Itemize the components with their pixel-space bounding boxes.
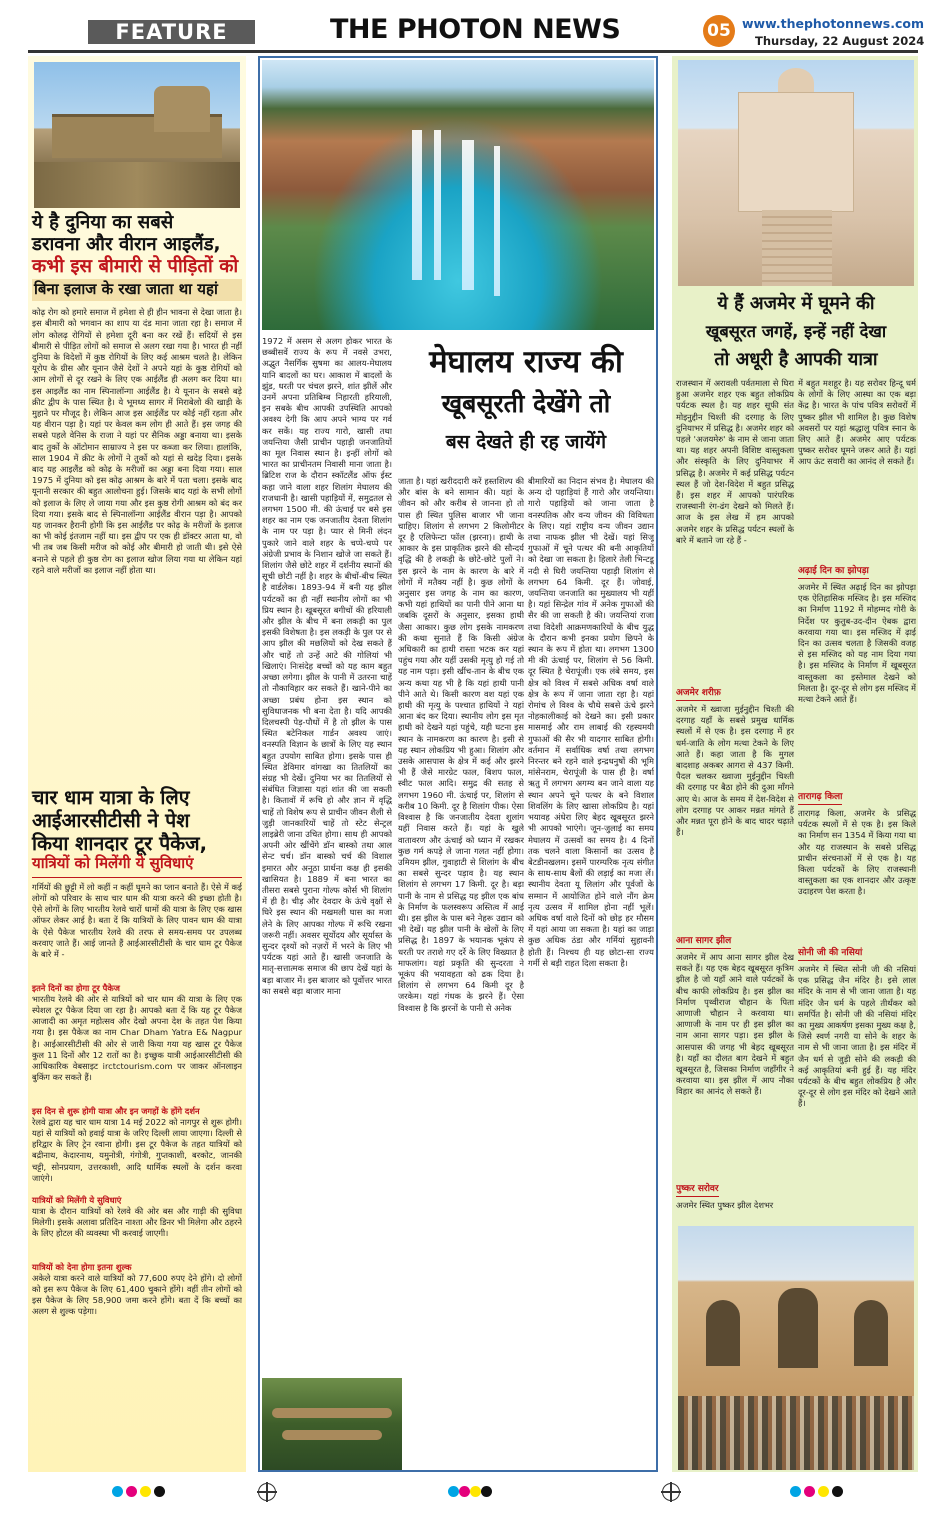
chardham-para-3: रेलवे द्वारा यह चार धाम यात्रा 14 मई 2022 को नागपुर से शुरू होगी। यहां से यात्रियों को हवाई यात्रा के जरिए दिल्ली लाया जाएगा। दिल्ली से हरिद्वार के लिए ट्रेन रवाना होगी। इस टूर पैकेज के तहत यात्रियों को बद्रीनाथ, केदारनाथ, यमुनोत्री, गंगोत्री, गुप्तकाशी, बरकोट, जानकी चट्टी, सोनप्रयाग, उत्तरकाशी, आदि धार्मिक स्थलों के दर्शन करवा जाएंगे। xyxy=(32,1116,242,1183)
masthead: THE PHOTON NEWS xyxy=(330,14,621,45)
leper-headline-3: कभी इस बीमारी से पीड़ितों को xyxy=(32,255,239,277)
registration-mark-icon xyxy=(662,1483,680,1501)
meghalaya-headline-2: खूबसूरती देखेंगे तो xyxy=(441,389,611,418)
meghalaya-col-1: 1972 में असम से अलग होकर भारत के छब्बीसवें राज्य के रूप में नवसे उभरा, अद्भुत नैसर्गिक सुषमा का आलय-मेघालय यानि बादलों का घर। आकाश में बादलों के झुंड, धरती पर चंचल झरने, शांत झीलें और उनमें अपना प्रतिबिम्ब निहारती हरियाली, इन सबके बीच आपकी उपस्थिति आपको अवश्य देगी कि आप अपने भाग्य पर गर्व कर सकें। यह राज्य गारो, खासी तथा जयन्तिया जैसी प्राचीन पहाड़ी जनजातियों का मूल निवास स्थान है। इन्हीं लोगों को भारत का प्राचीनतम निवासी माना जाता है। ब्रिटिश राज के दौरान स्कॉटलैंड ऑफ ईस्ट कहा जाने वाला शहर शिलांग मेघालय की राजधानी है। खासी पहाड़ियों में, समुद्रतल से लगभग 1500 मी. की ऊंचाई पर बसे इस शहर का नाम एक जनजातीय देवता शिलांग के नाम पर पड़ा है। प्यार से मिनी लंदन पुकारे जाने वाले शहर के चप्पे-चप्पे पर अंग्रेजी प्रभाव के निशान खोजे जा सकते हैं। शिलांग जैसे छोटे शहर में दर्शनीय स्थानों की सूची छोटी नहीं है। शहर के बीचों-बीच स्थित है वार्डलेक। 1893-94 में बनी यह झील पर्यटकों का ही नहीं स्थानीय लोगों का भी प्रिय स्थान है। खूबसूरत बगीचों की हरियाली और झील के बीच में बना लकड़ी का पुल इसकी विशेषता है। इस लकड़ी के पुल पर से आप झील की मछलियों को देख सकते हैं और चाहें तो उन्हें आटे की गोलियां भी खिलाएं। निःसंदेह बच्चों को यह काम बहुत अच्छा लगेगा। झील के पानी में उतरना चाहें तो नौकाविहार कर सकते हैं। खाने-पीने का अच्छा प्रबंध होना इस स्थान को सुविधाजनक भी बना देता है। यदि आपकी दिलचस्पी पेड़-पौधों में है तो झील के पास स्थित बटेनिकल गार्डन अवश्य जाएं। वनस्पति विज्ञान के छात्रों के लिए यह स्थान बहुत उपयोग साबित होगा। इसके पास ही स्थित डेविमार वांगखा का तितलियों का संग्रह भी देखें। दुनिया भर का तितलियों से संबंधित जिज्ञासा यहां शांत की जा सकती है। कितावों में रूचि हो और ज्ञान में वृद्धि चाहें तो विशेष रूप से प्राचीन जीवन शैली से जुड़ी जानकारियों चाहें तो स्टेट सेन्ट्रल लाइब्रेरी जाना उचित होगा। साथ ही आपको अपनी ओर खींचेंगे डॉन बास्को तथा आल सेन्ट चर्च। डॉन बास्को चर्च की विशाल इमारत और अनूठा प्रार्थना कक्ष ही इसकी खासियत है। 1889 में बना भारत का तीसरा सबसे पुराना गोल्फ कोर्स भी शिलांग में ही है। चीड़ और देवदार के ऊंचे वृक्षों से घिरे इस स्थान की मखमली घास का मजा लेने के लिए आपका गोल्फ में रूचि रखना जरूरी नहीं। अवसर सूर्योदय और सूर्यास्त के सुन्दर दृश्यों को नज़रों में भरने के लिए भी पर्यटक यहां आते हैं। खासी जनजाति के मातृ-सत्तात्मक समाज की छाप देखें यहां के बड़ा बाजार में। इस बाजार को पूर्वोत्तर भारत का सबसे बड़ा बाजार माना xyxy=(262,336,392,996)
leper-headline-4: बिना इलाज के रखा जाता था यहां xyxy=(32,279,242,301)
cmyk-dot-icon xyxy=(126,1486,137,1497)
chardham-para-1: गर्मियों की छुट्टी में लो कहीं न कहीं घूमने का प्लान बनाते हैं। ऐसे में कई लोगों को परिवार के साथ चार धाम की यात्रा करने की इच्छा होती है। ऐसे लोगों के लिए भारतीय रेलवे चारों धामों की यात्रा के लिए एक खास ऑफर लेकर आई है। बता दें कि यात्रियों के लिए पावन धाम की यात्रा के ऐसे पैकेज भारतीय रेलवे की तरफ से समय-समय पर उपलब्ध करवाए जाते हैं। आई जानते हैं आईआरसीटीसी के चार धाम टूर पैकेज के बारे में - xyxy=(32,881,242,959)
registration-mark-icon xyxy=(258,1483,276,1501)
chardham-headline-1: चार धाम यात्रा के लिए xyxy=(32,786,190,809)
leper-body: कोढ़ रोग को हमारे समाज में हमेशा से ही हीन भावना से देखा जाता है। इस बीमारी को भगवान का शाप या दंड माना जाता रहा है। समाज में लोग कोलढ़ रोगियों से हमेशा दूरी बना कर रखें हैं। सदियों से इस बीमारी से पीड़ित लोगों को समाज से अलग रखा गया है। भारत ही नहीं दुनिया के विदेशों में कुष्ठ रोगियों के लिए कई आश्रम चलते है। लेकिन यूरोप के ग्रीस और यूनान जैसे देशों ने अपने यहां के कुष्ठ रोगियों को आम लोगों से दूर रखने के लिए एक आईलैंड ही अलग कर दिया था। इस आइलैंड का नाम स्पिनालॉन्गा आईलैंड है। ये यूनान के सबसे बड़े क्रीट द्वीप के पास स्थित है। ये भूमध्य सागर में मिराबेलो की खाड़ी के मुहाने पर मौजूद है। लेकिन आज इस आईलैंड पर कोई नहीं रहता और यह वीरान पड़ा है। यहां पर केवल कम लोग ही आते हैं। इस जगह की सबसे पहले वेनिस के राजा ने यहां पर सैनिक अड्डा बनाया था। इसके बाद तुर्को के ऑटोमान साम्राज्य ने इस पर कब्जा कर लिया। हालांकि, साल 1904 में क्रीट के लोगों ने तुर्को को यहां से खदेड़ दिया। इसके बाद यह आइलैंड को कोढ़ के मरीजों का अड्डा बना दिया गया। साल 1975 में दुनिया को इस कोढ़ आश्रम के बारे में पता चला। इसके बाद यूनानी सरकार की बहुत आलोचना हुई। जिसके बाद यहां के सभी लोगों को इलाज के लिए ले जाया गया और इस कुष्ठ रोगी आश्रम को बंद कर दिया गया। इसके बाद से स्पिनालॉन्गा आईलैंड वीरान पड़ा है। आपको यह जानकर हैरानी होगी कि इस आईलैंड पर कोढ़ के मरीजों के इलाज का भी कोई इंतजाम नहीं था। इस द्वीप पर एक ही डॉक्टर आता था, वो भी तब जब किसी मरीज को कोई और बीमारी हो जाती थी। इसे ऐसे बनाने से पहले ही कुष्ठ रोग का इलाज खोज लिया गया था लेकिन यहां रहने वाले मरीजों का इलाज नहीं होता था। xyxy=(32,307,242,575)
section-tag: FEATURE xyxy=(88,20,255,44)
ajmer-intro: राजस्थान में अरावली पर्वतमाला से घिरा हुआ अजमेर शहर एक बहुत लोकप्रिय पर्यटक स्थल है। यह शहर सूफी संत मोइनुद्दीन चिश्ती की दरगाह के लिए दुनियाभर में प्रसिद्ध है। अजमेर शहर को पहले 'अजयमेरु' के नाम से जाना जाता था। यह शहर अपनी विशिष्ट वास्तुकला और संस्कृति के लिए दुनियाभर में प्रसिद्ध है। अजमेर में कई प्रसिद्ध पर्यटन स्थल हैं जो देश-विदेश में बहुत प्रसिद्ध हैं। इस शहर में आपको पारंपरिक राजस्थानी रंग-ढंग देखने को मिलते हैं। आज के इस लेख में हम आपको अजमेर शहर के प्रसिद्ध पर्यटन स्थलों के बारे में बताने जा रहे हैं - xyxy=(676,378,794,545)
cmyk-dot-icon xyxy=(154,1486,165,1497)
cmyk-dot-icon xyxy=(832,1486,843,1497)
cmyk-dot-icon xyxy=(790,1486,801,1497)
chardham-sub-4: यात्रियों को देना होगा इतना शुल्क xyxy=(32,1261,132,1272)
header-rule xyxy=(28,50,918,53)
chardham-headline-3: किया शानदार टूर पैकेज, xyxy=(32,832,207,855)
ajmer-col-1 xyxy=(676,378,794,1228)
fort-photo xyxy=(34,62,240,208)
chardham-sub-2: इस दिन से शुरू होगी यात्रा और इन जगहों के होंगे दर्शन xyxy=(32,1105,200,1116)
chardham-para-5: अकेले यात्रा करने वाले यात्रियों को 77,600 रुपए देने होंगे। दो लोगों को इस रूप पैकेज के लिए 61,400 चुकाने होंगे। वहीं तीन लोगों को इस पैकेज के लिए 58,900 जमा करने होंगे। बता दें कि बच्चों का अलग से शुल्क पड़ेगा। xyxy=(32,1272,242,1317)
living-root-bridge-photo xyxy=(262,1378,402,1470)
ajmer-headline-3: तो अधूरी है आपकी यात्रा xyxy=(714,349,878,370)
cmyk-dot-icon xyxy=(112,1486,123,1497)
ajmer-headline xyxy=(676,290,916,374)
meghalaya-col-2: जाता है। यहां खरीददारी करें हस्तशिल्प की और बांस के बने सामान की। यहां के जीवन को और करीब से जानना हो तो पास ही स्थित पुलिस बाजार भी जाना चाहिए। शिलांग से लगभग 2 किलोमीटर दूर है एलिफेन्टा फॉल (झरना)। हाथी के आकार के इस प्राकृतिक झरने की सौन्दर्य वृद्धि की है लकड़ी के छोटे-छोटे पुलों ने। इस झरने के नाम के कारण के बारे में लोगों में मतैक्य नहीं है। कुछ लोगों के अनुसार इस जगह के नाम का कारण, कभी यहां हाथियों का पानी पीने आना था जबकि दूसरों के अनुसार, इसका हाथी जैसा आकार। कुछ लोग इसके नामकरण की कथा सुनाते हैं कि किसी अंग्रेज अधिकारी का हाथी रास्ता भटक कर यहां पहुंच गया और यहीं उसकी मृत्यु हो गई तो यह नाम पड़ा। इसी खींच-तान के बीच एक अन्य कथा यह भी है कि यहां हाथी पानी पीने आते थे। किसी कारण वश यहां एक हाथी की मृत्यु के पश्चात हाथियों ने यहां आना बंद कर दिया। स्थानीय लोग इस मृत हाथी को देखने यहां पहुंचे, यही घटना इस स्थान के नामकरण का कारण है। इसी से यह स्थान लोकप्रिय भी हुआ। शिलांग और उसके आसपास के क्षेत्र में कई और झरने भी हैं जैसे मारग्रेट फाल, बिशप फाल, स्वीट फाल आदि। समुद्र की सतह से लगभग 1960 मी. ऊंचाई पर, शिलांग से करीब 10 किमी. दूर है शिलांग पीक। ऐसा विश्वास है कि जनजातीय देवता शुलांग यहीं निवास करते हैं। यहां के खुले वातावरण और ऊंचाई को ध्यान में रखकर कुछ गर्म कपड़े ले जाना गलत नहीं होगा। उमियम झील, गुवाहाटी से शिलांग के बीच का सबसे सुन्दर पड़ाव है। यह स्थान शिलांग से लगभग 17 किमी. दूर है। बड़ा पानी के नाम से प्रसिद्ध यह झील एक बांध के निर्माण के फलस्वरूप अस्तित्व में आई थी। इस झील के पास बने नेहरू उद्यान को भी देखें। यह झील पानी के खेलों के लिए प्रसिद्ध है। 1897 के भयानक भूकंप से धरती पर तराशे गए दर्रे के लिए विख्यात है माफलांग। यहां प्रकृति की सुन्दरता ने भूकंप की भयावहता को ढक दिया है। शिलांग से लगभग 64 किमी दूर है जरकेम। यहां गंधक के झरने हैं। ऐसा विश्वास है कि झरनों के पानी से अनेक xyxy=(398,476,524,1013)
chardham-headline-4: यात्रियों को मिलेंगी ये सुविधाएं xyxy=(32,854,194,872)
issue-date: Thursday, 22 August 2024 xyxy=(755,34,925,48)
meghalaya-headline xyxy=(398,340,654,460)
cmyk-dot-icon xyxy=(818,1486,829,1497)
ajmer-headline-2: खूबसूरत जगहें, इन्हें नहीं देखा xyxy=(705,322,887,341)
website: www.thephotonnews.com xyxy=(742,16,924,31)
meghalaya-headline-1: मेघालय राज्य की xyxy=(429,344,623,380)
page-number: 05 xyxy=(703,15,735,47)
chardham-para-4: यात्रा के दौरान यात्रियों को रेलवे की ओर बस और गाड़ी की सुविधा मिलेगी। इसके अलावा प्रतिदिन नाश्ता और डिनर भी मिलेगा और ठहरने के लिए होटल की व्यवस्था भी करवाई जाएगी। xyxy=(32,1205,242,1239)
pushkar-text-cont: में बहुत मशहूर है। यह सरोवर हिन्दू धर्म के लोगों के लिए आस्था का एक बड़ा केंद्र है। भारत के पांच पवित्र सरोवरों में पुष्कर झील भी शामिल है। कुछ विशेष अवसरों पर यहां श्रद्धालु पवित्र स्नान के लिए आते हैं। अजमेर आए पर्यटक पुष्कर सरोवर घूमने जरूर आते हैं। यहां आप ऊंट सवारी का आनंद ले सकते हैं। xyxy=(798,378,916,467)
cmyk-dot-icon xyxy=(140,1486,151,1497)
pushkar-text-start: अजमेर स्थित पुष्कर झील देशभर xyxy=(676,1200,774,1210)
ajmer-headline-1: ये हैं अजमेर में घूमने की xyxy=(717,293,875,314)
anasagar-sub: आना सागर झील xyxy=(676,935,731,949)
meghalaya-col-3: बीमारियों का निदान संभव है। मेघालय की अन्य दो पहाड़ियां हैं गारो और जयन्तिया। गारो पहाड़ियों को जाना जाता है वनस्पतिक और वन्य जीवन की विविधता के लिए। यहां राष्ट्रीय वन्य जीवन उद्यान तथा नाफक झील भी देखें। यहां सिजू गुफाओं में चूने पत्थर की बनी आकृतियों को देखा जा सकता है। हिलारे तेली भिन्टडू नदी से घिरी जयन्तिया पहाड़ी शिलांग से लगभग 64 किमी. दूर हैं। जोवाई, जयन्तिया जनजाति का मुख्यालय भी यहीं है। यहां सिन्द्रेल गांव में अनेक गुफाओं की सैर की जा सकती है की। जयन्तियां राजा तथा विदेशी आक्रमणकारियों के बीच युद्ध के दौरान कभी इनका प्रयोग छिपने के स्थान के रूप में होता था। लगभग 1300 मी की ऊंचाई पर, शिलांग से 56 किमी. दूर स्थित है चेरापूंजी। एक लंबे समय, इस क्षेत्र को विश्व में सबसे अधिक वर्षा वाले क्षेत्र के रूप में जाना जाता रहा है। यहां रोमांच ले विश्व के चौथे सबसे ऊंचे झरने नोहकालीकाई को देखने का। इसी प्रकार मासमाई और राम लाबाई की रहस्यमयी गुफाओं की सैर भी यादगार साबित होगी। वर्तमान में सर्वाधिक वर्षा तथा लगभग निरन्तर बने रहने वाले इन्द्रधनुषों की भूमि मांसेनराम, चेरापूंजी के पास ही है। वर्षा ऋतु में लगभग अगम्य बन जाने वाला यह स्थान अपने चूने पत्थर के बने विशाल शिवलिंग के लिए खासा लोकप्रिय है। यहां भयावह अंधेरा लिए बेहद खूबसूरत झरने भी आपको भाएंगे। जून-जुलाई का समय मेघालय में उत्सवों का समय है। 4 दिनों तक चलने वाला किसानों का उत्सव है बेटडीनखलम। इसमें पारम्परिक नृत्य संगीत के साथ-साथ बैलों की लड़ाई का मजा लें। स्थानीय देवता यू लिलांग और पूर्वजों के सम्मान में आयोजित होने वाले नौंग क्रेम नृत्य उत्सव में शामिल होना नहीं भूलें। अधिक वर्षा वाले दिनों को छोड़ हर मौसम में यहां आया जा सकता है। यहां का जाड़ा कुछ अधिक ठंडा और गर्मियां सुहावनी होती हैं। निश्चय ही यह छोटा-सा राज्य गर्मी से बड़ी राहत दिला सकता है। xyxy=(528,476,654,968)
anasagar-text: अजमेर में आप आना सागर झील देख सकते हैं। यह एक बेहद खूबसूरत कृत्रिम झील है जो यहाँ आने वाले पर्यटकों के बीच काफी लोकप्रिय है। इस झील का निर्माण पृथ्वीराज चौहान के पिता आणाजी चौहान ने करवाया था। आणाजी के नाम पर ही इस झील का नाम आना सागर पड़ा। इस झील के आसपास की जगह भी बेहद खूबसूरत है। यहाँ का दौलत बाग देखने में बहुत खूबसूरत है, जिसका निर्माण जहाँगीर ने करवाया था। इस झील में आप नौका विहार का आनंद ले सकते हैं। xyxy=(676,952,794,1097)
taragarh-text: तारागढ़ किला, अजमेर के प्रसिद्ध पर्यटक स्थलों में से एक है। इस किले का निर्माण सन 1354 में किया गया था और यह राजस्थान के सबसे प्रसिद्ध प्राचीन संरचनाओं में से एक है। यह किला पर्यटकों के लिए राजस्थानी वास्तुकला का एक शानदार और उत्कृष्ट उदाहरण पेश करता है। xyxy=(798,808,916,897)
adhai-sub: अढ़ाई दिन का झोपड़ा xyxy=(798,565,869,579)
char-dham-story xyxy=(32,786,242,1329)
adhai-text: अजमेर में स्थित अढ़ाई दिन का झोपड़ा एक ऐतिहासिक मस्जिद है। इस मस्जिद का निर्माण 1192 में मोहम्मद गोरी के निर्देश पर कुतुब-उद-दीन ऐबक द्वारा करवाया गया था। इस मस्जिद में ढ़ाई दिन का उत्सव चलता है जिसकी वजह से इस मस्जिद को यह नाम दिया गया है। इस मस्जिद के निर्माण में खूबसूरत वास्तुकला का इस्तेमाल देखने को मिलता है। दूर-दूर से लोग इस मस्जिद में मत्था टेकने आते हैं। xyxy=(798,582,916,705)
temple-photo xyxy=(678,60,914,286)
chardham-headline-2: आईआरसीटीसी ने पेश xyxy=(32,809,190,832)
soni-text: अजमेर में स्थित सोनी जी की नसियां एक प्रसिद्ध जैन मंदिर है। इसे लाल मंदिर के नाम से भी जाना जाता है। यह मंदिर जैन धर्म के पहले तीर्थंकर को समर्पित है। सोनी जी की नसियां मंदिर का मुख्य आकर्षण इसका मुख्य कक्ष है, जिसे स्वर्ण नगरी या सोने के शहर के नाम से भी जाना जाता है। इस मंदिर में जैन धर्म से जुड़ी सोने की लकड़ी की कई आकृतियां बनी हुई हैं। यह मंदिर पर्यटकों के बीच बहुत लोकप्रिय है और दूर-दूर से लोग इस मंदिर को देखने आते हैं। xyxy=(798,964,916,1109)
leper-island-story xyxy=(32,212,242,719)
chardham-sub-1: इतने दिनों का होगा टूर पैकेज xyxy=(32,982,120,993)
leper-headline-1: ये है दुनिया का सबसे xyxy=(32,212,174,233)
cmyk-squares xyxy=(448,1486,492,1500)
ruins-crowd-photo xyxy=(678,1226,914,1470)
taragarh-sub: तारागढ़ किला xyxy=(798,791,842,805)
soni-sub: सोनी जी की नसियां xyxy=(798,947,862,961)
leper-headline-2: डरावना और वीरान आइलैंड, xyxy=(32,233,221,255)
pushkar-sub: पुष्कर सरोवर xyxy=(676,1183,719,1197)
ajmer-col-2 xyxy=(798,378,916,1224)
cmyk-dot-icon xyxy=(804,1486,815,1497)
cmyk-dots-left xyxy=(112,1486,165,1500)
cmyk-dots-right xyxy=(790,1486,843,1500)
meghalaya-headline-3: बस देखते ही रह जायेंगे xyxy=(445,431,607,453)
chardham-sub-3: यात्रियों को मिलेंगी ये सुविधाएं xyxy=(32,1194,122,1205)
chardham-para-2: भारतीय रेलवे की ओर से यात्रियों को चार धाम की यात्रा के लिए एक स्पेशल टूर पैकेज दिया जा रहा है। आपको बता दें कि यह टूर पैकेज आजादी का अमृत महोत्सव और देखो अपना देश के तहत पेश किया गया है। इस पैकेज का नाम Char Dham Yatra E& Nagpur है। आईआरसीटीसी की ओर से जारी किया गया यह खास टूर पैकेज कुल 11 दिनों और 12 रातों का है। इच्छुक यात्री आईआरसीटीसी की आधिकारिक वेबसाइट irctctourism.com पर जाकर ऑनलाइन बुकिंग कर सकते हैं। xyxy=(32,993,242,1083)
waterfall-photo xyxy=(262,60,654,330)
ajmer-sharif-sub: अजमेर शरीफ़ xyxy=(676,687,721,701)
ajmer-sharif-text: अजमेर में ख्वाजा मुईनुद्दीन चिश्ती की दरगाह यहाँ के सबसे प्रमुख धार्मिक स्थलों में से एक है। इस दरगाह में हर धर्म-जाति के लोग मत्था टेकने के लिए आते हैं। कहा जाता है कि मुगल बादशाह अकबर आगरा से 437 किमी. पैदल चलकर ख्वाजा मुईनुद्दीन चिश्ती की दरगाह पर बैठा होने की दुआ माँगने आए थे। आज के समय में देश-विदेश से लोग दरगाह पर आकर मन्नत मांगते हैं और मन्नत पूरा होने के बाद चादर चढ़ाते हैं। xyxy=(676,704,794,838)
